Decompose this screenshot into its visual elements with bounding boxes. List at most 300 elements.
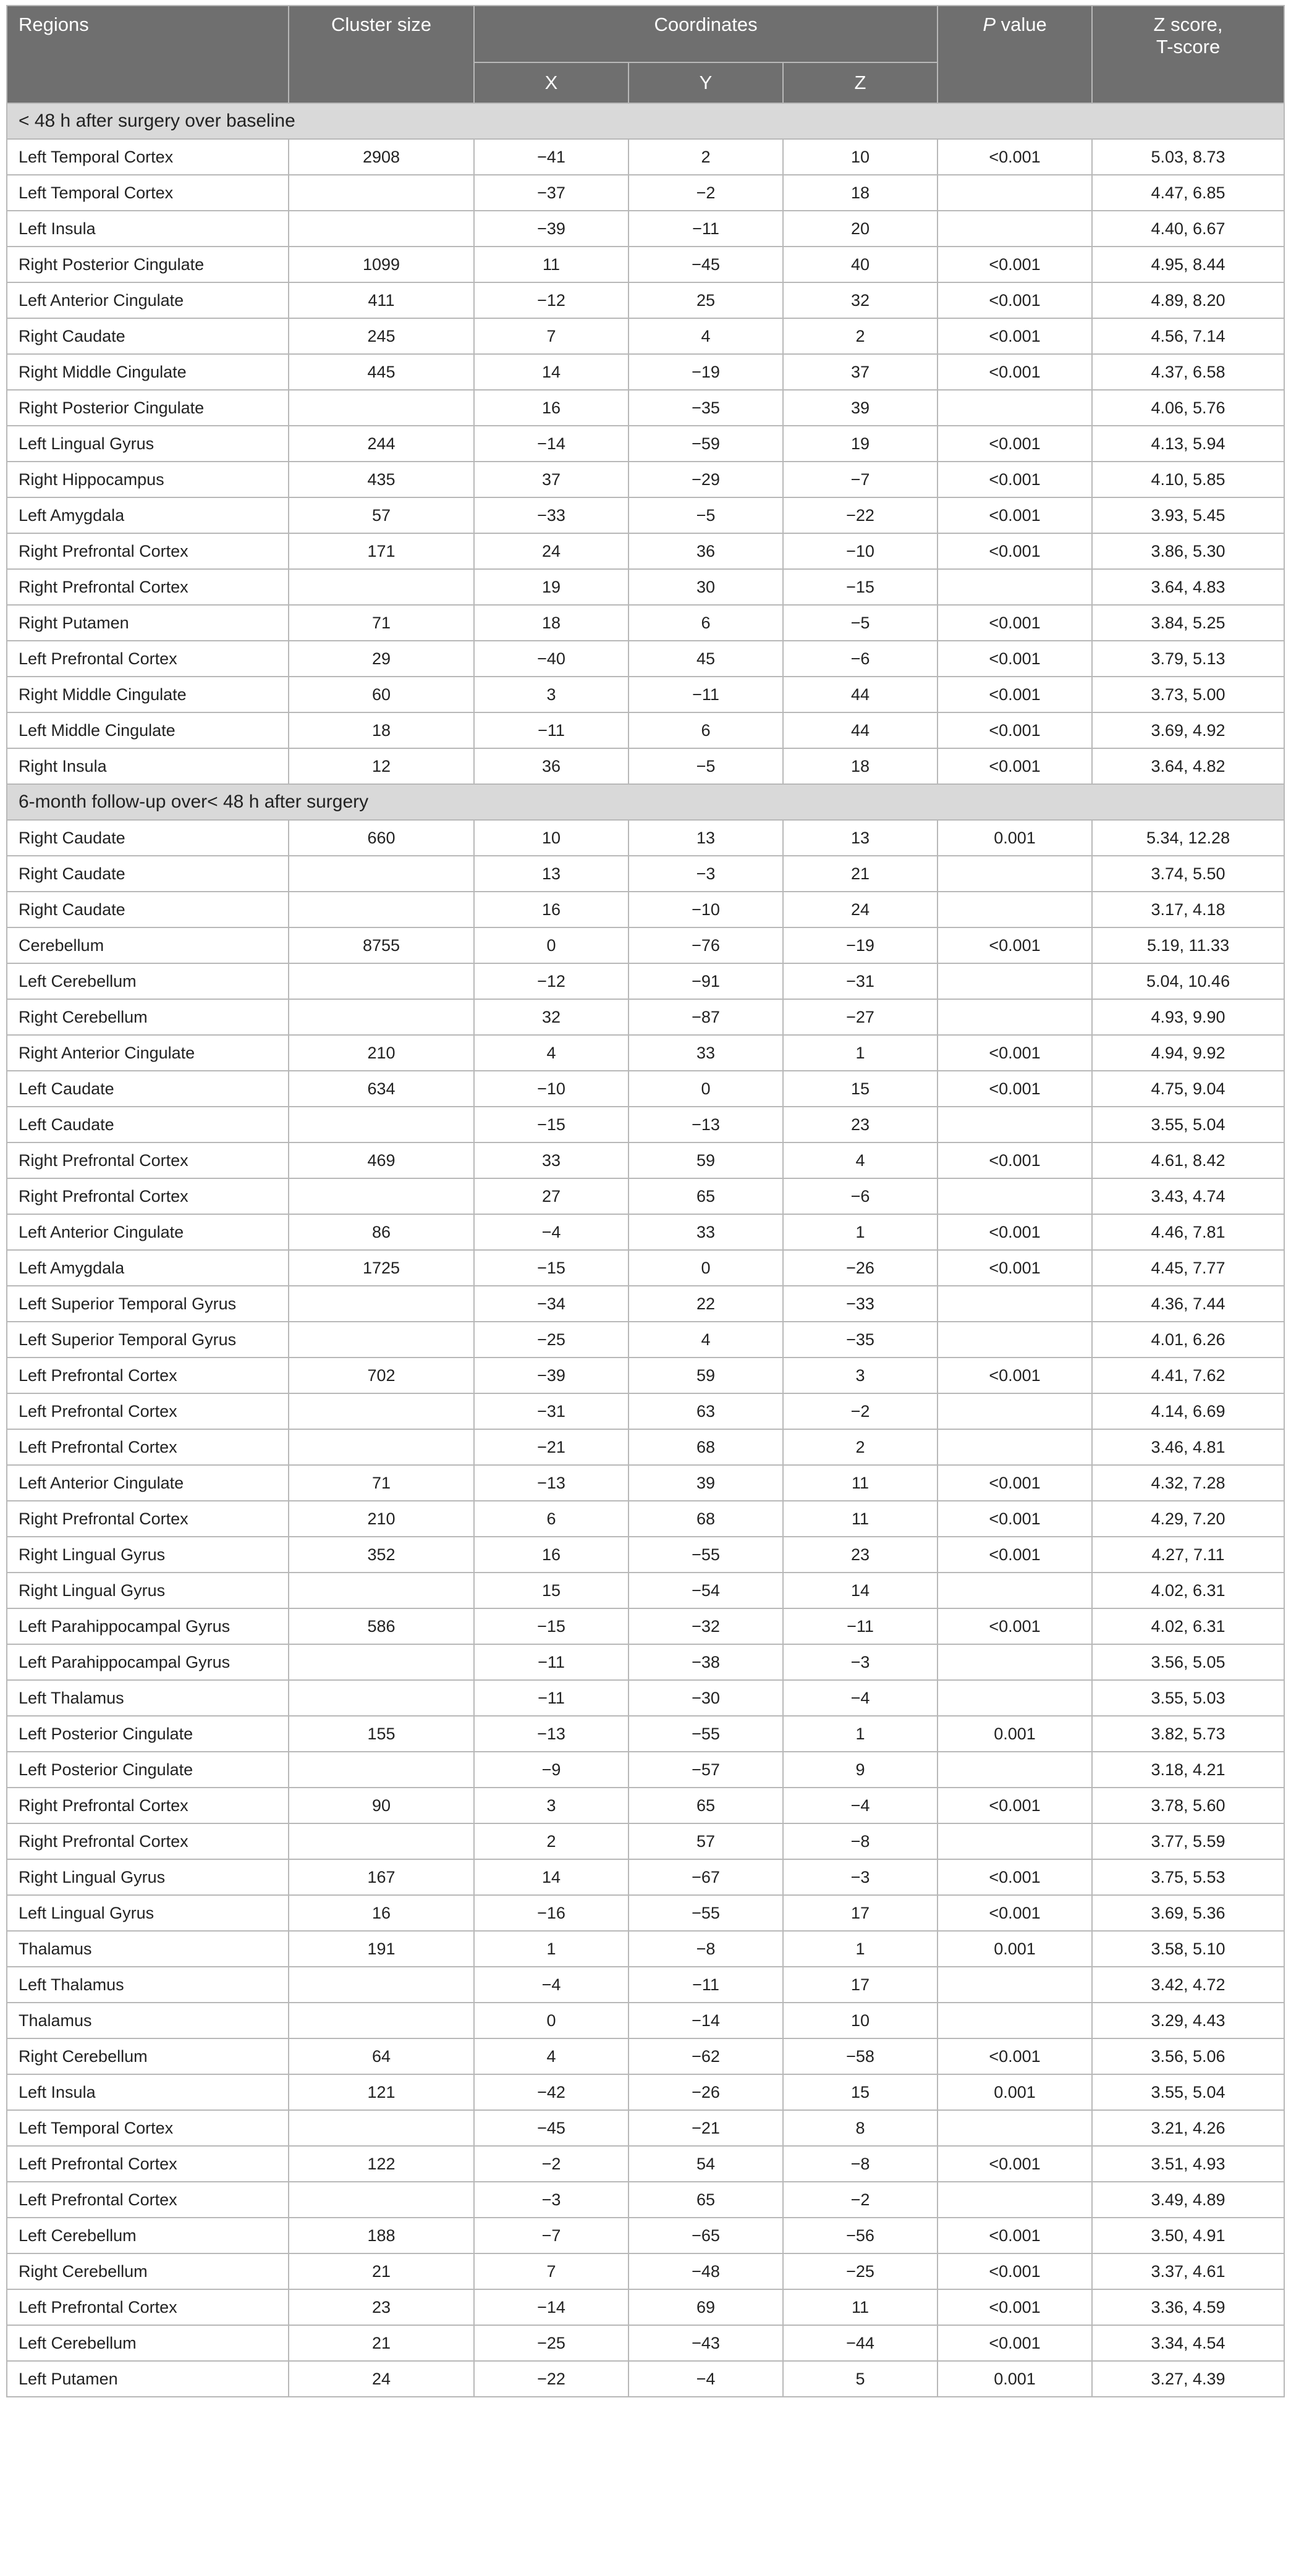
cell-z-score: 3.50, 4.91 (1092, 2218, 1284, 2253)
cell-cluster-size: 188 (289, 2218, 474, 2253)
cell-region: Right Prefrontal Cortex (7, 1823, 289, 1859)
cell-region: Left Putamen (7, 2361, 289, 2397)
cell-region: Right Middle Cingulate (7, 677, 289, 712)
cell-z-score: 4.45, 7.77 (1092, 1250, 1284, 1286)
cell-x: −25 (474, 2325, 629, 2361)
cell-y: −10 (629, 892, 783, 927)
cell-p-value: <0.001 (938, 282, 1092, 318)
cell-p-value (938, 2003, 1092, 2038)
cell-x: 19 (474, 569, 629, 605)
table-row (7, 1429, 1284, 1465)
cell-z-score: 3.18, 4.21 (1092, 1752, 1284, 1788)
cell-cluster-size: 245 (289, 318, 474, 354)
cell-region: Right Caudate (7, 318, 289, 354)
cell-y: 65 (629, 2182, 783, 2218)
cell-z: 10 (783, 139, 938, 175)
cell-p-value (938, 1429, 1092, 1465)
table-row (7, 211, 1284, 247)
table-row (7, 641, 1284, 677)
table-row (7, 426, 1284, 462)
cell-y: −91 (629, 963, 783, 999)
cell-z: 18 (783, 175, 938, 211)
cell-z-score: 5.34, 12.28 (1092, 820, 1284, 856)
cell-z-score: 3.56, 5.06 (1092, 2038, 1284, 2074)
cell-cluster-size (289, 569, 474, 605)
cell-y: 22 (629, 1286, 783, 1322)
cell-cluster-size (289, 999, 474, 1035)
table-row (7, 2218, 1284, 2253)
table-row (7, 820, 1284, 856)
cell-p-value: <0.001 (938, 1214, 1092, 1250)
cell-cluster-size: 411 (289, 282, 474, 318)
cell-z: −58 (783, 2038, 938, 2074)
cell-x: 7 (474, 2253, 629, 2289)
cell-cluster-size (289, 2110, 474, 2146)
cell-p-value: <0.001 (938, 426, 1092, 462)
cell-z-score: 4.95, 8.44 (1092, 247, 1284, 282)
cell-x: −11 (474, 1644, 629, 1680)
cell-y: −67 (629, 1859, 783, 1895)
cell-z: 9 (783, 1752, 938, 1788)
cell-region: Left Anterior Cingulate (7, 1214, 289, 1250)
cell-x: −11 (474, 712, 629, 748)
cell-z-score: 4.27, 7.11 (1092, 1537, 1284, 1573)
cell-p-value: <0.001 (938, 712, 1092, 748)
cell-y: −59 (629, 426, 783, 462)
table-row (7, 1573, 1284, 1608)
table-row (7, 390, 1284, 426)
cell-cluster-size: 122 (289, 2146, 474, 2182)
cell-z: −11 (783, 1608, 938, 1644)
cell-x: −16 (474, 1895, 629, 1931)
cell-x: −37 (474, 175, 629, 211)
cell-z: 18 (783, 748, 938, 784)
cell-cluster-size (289, 175, 474, 211)
cell-p-value (938, 390, 1092, 426)
cell-region: Left Parahippocampal Gyrus (7, 1608, 289, 1644)
cell-z: 8 (783, 2110, 938, 2146)
cell-y: −8 (629, 1931, 783, 1967)
cell-region: Left Insula (7, 211, 289, 247)
cell-y: 30 (629, 569, 783, 605)
cell-z: 11 (783, 2289, 938, 2325)
table-row (7, 1716, 1284, 1752)
cell-cluster-size: 16 (289, 1895, 474, 1931)
cell-p-value: <0.001 (938, 139, 1092, 175)
cell-z: 3 (783, 1358, 938, 1393)
cell-p-value (938, 1322, 1092, 1358)
cell-cluster-size (289, 1178, 474, 1214)
cell-p-value: <0.001 (938, 354, 1092, 390)
cell-z-score: 4.14, 6.69 (1092, 1393, 1284, 1429)
cell-y: −76 (629, 927, 783, 963)
header-p-value-rest: value (996, 14, 1047, 35)
cell-y: −14 (629, 2003, 783, 2038)
section-title: 6-month follow-up over< 48 h after surgery (7, 784, 1284, 820)
cell-cluster-size: 57 (289, 497, 474, 533)
section-header-row (7, 784, 1284, 820)
cell-z-score: 3.27, 4.39 (1092, 2361, 1284, 2397)
cell-y: 65 (629, 1788, 783, 1823)
cell-z-score: 3.73, 5.00 (1092, 677, 1284, 712)
cell-p-value (938, 1178, 1092, 1214)
cell-cluster-size: 634 (289, 1071, 474, 1107)
cell-p-value: 0.001 (938, 2361, 1092, 2397)
cell-region: Right Prefrontal Cortex (7, 1178, 289, 1214)
cell-x: −42 (474, 2074, 629, 2110)
cell-x: −15 (474, 1250, 629, 1286)
cell-z-score: 3.64, 4.82 (1092, 748, 1284, 784)
cell-cluster-size: 435 (289, 462, 474, 497)
cell-p-value: 0.001 (938, 820, 1092, 856)
cell-z: −6 (783, 641, 938, 677)
cell-p-value: <0.001 (938, 2289, 1092, 2325)
cell-z: 1 (783, 1716, 938, 1752)
cell-p-value: <0.001 (938, 318, 1092, 354)
cell-region: Right Lingual Gyrus (7, 1859, 289, 1895)
cell-x: −9 (474, 1752, 629, 1788)
cell-cluster-size: 121 (289, 2074, 474, 2110)
table-row (7, 999, 1284, 1035)
cell-cluster-size: 64 (289, 2038, 474, 2074)
cell-z-score: 4.61, 8.42 (1092, 1142, 1284, 1178)
header-x: X (474, 62, 629, 103)
cell-p-value: <0.001 (938, 2038, 1092, 2074)
header-z-score-line2: T-score (1156, 36, 1221, 57)
table-row (7, 462, 1284, 497)
table-row (7, 1501, 1284, 1537)
header-p-value-italic: P (983, 14, 996, 35)
cell-z: 2 (783, 318, 938, 354)
cell-cluster-size (289, 1107, 474, 1142)
cell-region: Right Cerebellum (7, 999, 289, 1035)
cell-z: 5 (783, 2361, 938, 2397)
cell-z-score: 3.55, 5.04 (1092, 1107, 1284, 1142)
cell-region: Left Lingual Gyrus (7, 426, 289, 462)
cell-p-value: <0.001 (938, 1608, 1092, 1644)
cell-p-value: <0.001 (938, 533, 1092, 569)
cell-x: −13 (474, 1716, 629, 1752)
cell-x: −2 (474, 2146, 629, 2182)
cell-x: 4 (474, 1035, 629, 1071)
table-header (7, 6, 1284, 103)
cell-cluster-size: 1725 (289, 1250, 474, 1286)
cell-x: −4 (474, 1214, 629, 1250)
cell-y: −45 (629, 247, 783, 282)
cell-x: 14 (474, 1859, 629, 1895)
table-row (7, 2253, 1284, 2289)
table-row (7, 1823, 1284, 1859)
header-z: Z (783, 62, 938, 103)
cell-region: Left Caudate (7, 1071, 289, 1107)
cell-z-score: 4.93, 9.90 (1092, 999, 1284, 1035)
table-row (7, 2003, 1284, 2038)
table-row (7, 533, 1284, 569)
cell-z: −3 (783, 1644, 938, 1680)
cell-z: 24 (783, 892, 938, 927)
cell-x: 14 (474, 354, 629, 390)
cell-cluster-size: 167 (289, 1859, 474, 1895)
cell-z-score: 3.93, 5.45 (1092, 497, 1284, 533)
cell-p-value: <0.001 (938, 462, 1092, 497)
cell-p-value (938, 1752, 1092, 1788)
cell-z-score: 3.64, 4.83 (1092, 569, 1284, 605)
cell-cluster-size (289, 211, 474, 247)
cell-y: −87 (629, 999, 783, 1035)
cell-cluster-size: 18 (289, 712, 474, 748)
cell-y: −55 (629, 1895, 783, 1931)
cell-region: Left Anterior Cingulate (7, 282, 289, 318)
cell-p-value: <0.001 (938, 641, 1092, 677)
cell-region: Right Insula (7, 748, 289, 784)
cell-p-value: <0.001 (938, 497, 1092, 533)
cell-region: Thalamus (7, 1931, 289, 1967)
table-row (7, 569, 1284, 605)
cell-z-score: 3.56, 5.05 (1092, 1644, 1284, 1680)
cell-z: −33 (783, 1286, 938, 1322)
cell-x: −4 (474, 1967, 629, 2003)
cell-cluster-size (289, 1644, 474, 1680)
cell-x: −39 (474, 211, 629, 247)
table-row (7, 1178, 1284, 1214)
cell-y: 33 (629, 1035, 783, 1071)
table-row (7, 2182, 1284, 2218)
cell-p-value: <0.001 (938, 1859, 1092, 1895)
cell-z: 14 (783, 1573, 938, 1608)
cell-region: Left Temporal Cortex (7, 175, 289, 211)
cell-z: 23 (783, 1537, 938, 1573)
cell-z: −27 (783, 999, 938, 1035)
cell-region: Right Prefrontal Cortex (7, 1142, 289, 1178)
table-row (7, 1895, 1284, 1931)
cell-region: Right Posterior Cingulate (7, 390, 289, 426)
cell-x: −12 (474, 963, 629, 999)
cell-p-value (938, 1286, 1092, 1322)
cell-y: −4 (629, 2361, 783, 2397)
header-coordinates: Coordinates (474, 6, 938, 62)
cell-z: −6 (783, 1178, 938, 1214)
cell-cluster-size (289, 856, 474, 892)
cell-z: 11 (783, 1465, 938, 1501)
table-row (7, 748, 1284, 784)
cell-cluster-size: 71 (289, 1465, 474, 1501)
cell-x: −3 (474, 2182, 629, 2218)
cell-p-value (938, 963, 1092, 999)
cell-cluster-size (289, 1752, 474, 1788)
cell-cluster-size: 8755 (289, 927, 474, 963)
cell-z-score: 4.37, 6.58 (1092, 354, 1284, 390)
cell-cluster-size: 244 (289, 426, 474, 462)
cell-x: 18 (474, 605, 629, 641)
cell-y: 65 (629, 1178, 783, 1214)
cell-z-score: 3.75, 5.53 (1092, 1859, 1284, 1895)
cell-p-value (938, 569, 1092, 605)
cell-y: 68 (629, 1429, 783, 1465)
cell-x: −33 (474, 497, 629, 533)
cell-z: 20 (783, 211, 938, 247)
cell-x: 11 (474, 247, 629, 282)
cell-z: 40 (783, 247, 938, 282)
cell-x: −40 (474, 641, 629, 677)
cell-p-value: 0.001 (938, 1931, 1092, 1967)
cell-x: −14 (474, 426, 629, 462)
cell-x: 1 (474, 1931, 629, 1967)
cell-z-score: 3.78, 5.60 (1092, 1788, 1284, 1823)
cell-p-value (938, 2110, 1092, 2146)
cell-y: −54 (629, 1573, 783, 1608)
cell-region: Left Superior Temporal Gyrus (7, 1286, 289, 1322)
table-row (7, 2074, 1284, 2110)
cell-x: 33 (474, 1142, 629, 1178)
cell-p-value: <0.001 (938, 1537, 1092, 1573)
cell-p-value: <0.001 (938, 1071, 1092, 1107)
cell-region: Left Amygdala (7, 497, 289, 533)
cell-z-score: 3.43, 4.74 (1092, 1178, 1284, 1214)
cell-x: −25 (474, 1322, 629, 1358)
cell-z: −8 (783, 2146, 938, 2182)
cell-z: −19 (783, 927, 938, 963)
cell-z-score: 3.49, 4.89 (1092, 2182, 1284, 2218)
cell-x: −31 (474, 1393, 629, 1429)
cell-region: Left Prefrontal Cortex (7, 641, 289, 677)
cell-z-score: 3.34, 4.54 (1092, 2325, 1284, 2361)
cell-z: −10 (783, 533, 938, 569)
cell-p-value: <0.001 (938, 1035, 1092, 1071)
cell-z-score: 3.69, 5.36 (1092, 1895, 1284, 1931)
cell-cluster-size: 71 (289, 605, 474, 641)
cell-z: 13 (783, 820, 938, 856)
cell-y: −5 (629, 748, 783, 784)
cell-z-score: 4.02, 6.31 (1092, 1608, 1284, 1644)
cell-region: Left Temporal Cortex (7, 139, 289, 175)
cell-cluster-size: 86 (289, 1214, 474, 1250)
cell-region: Right Prefrontal Cortex (7, 1501, 289, 1537)
cell-z: 4 (783, 1142, 938, 1178)
cell-y: 6 (629, 605, 783, 641)
cell-x: 4 (474, 2038, 629, 2074)
cell-z-score: 4.13, 5.94 (1092, 426, 1284, 462)
cell-region: Right Lingual Gyrus (7, 1537, 289, 1573)
header-z-score (1092, 6, 1284, 103)
table-row (7, 2038, 1284, 2074)
cell-y: 69 (629, 2289, 783, 2325)
cell-z-score: 4.89, 8.20 (1092, 282, 1284, 318)
cell-z: 39 (783, 390, 938, 426)
cell-y: −11 (629, 1967, 783, 2003)
cell-x: −14 (474, 2289, 629, 2325)
cell-y: −55 (629, 1716, 783, 1752)
cell-region: Thalamus (7, 2003, 289, 2038)
cell-y: 25 (629, 282, 783, 318)
cell-z-score: 4.47, 6.85 (1092, 175, 1284, 211)
table-row (7, 1680, 1284, 1716)
cell-z: 44 (783, 712, 938, 748)
cell-region: Left Amygdala (7, 1250, 289, 1286)
table-row (7, 247, 1284, 282)
cell-p-value: <0.001 (938, 2146, 1092, 2182)
cell-cluster-size: 445 (289, 354, 474, 390)
cell-p-value: <0.001 (938, 1895, 1092, 1931)
cell-y: 36 (629, 533, 783, 569)
cell-z-score: 4.94, 9.92 (1092, 1035, 1284, 1071)
cell-cluster-size (289, 1286, 474, 1322)
cell-x: −39 (474, 1358, 629, 1393)
cell-z-score: 3.86, 5.30 (1092, 533, 1284, 569)
cell-p-value (938, 1107, 1092, 1142)
table-row (7, 175, 1284, 211)
cell-z-score: 5.04, 10.46 (1092, 963, 1284, 999)
cell-z-score: 4.32, 7.28 (1092, 1465, 1284, 1501)
cell-z: 1 (783, 1931, 938, 1967)
cell-x: −7 (474, 2218, 629, 2253)
cell-cluster-size: 702 (289, 1358, 474, 1393)
cell-y: −19 (629, 354, 783, 390)
cell-p-value: <0.001 (938, 2253, 1092, 2289)
cell-y: −57 (629, 1752, 783, 1788)
cell-region: Left Anterior Cingulate (7, 1465, 289, 1501)
cell-z-score: 3.36, 4.59 (1092, 2289, 1284, 2325)
table-row (7, 892, 1284, 927)
cell-y: −2 (629, 175, 783, 211)
cell-cluster-size (289, 2182, 474, 2218)
cell-z: −4 (783, 1680, 938, 1716)
cell-z: −8 (783, 1823, 938, 1859)
cell-y: −43 (629, 2325, 783, 2361)
cell-p-value: <0.001 (938, 247, 1092, 282)
table-row (7, 1035, 1284, 1071)
cell-x: 3 (474, 1788, 629, 1823)
cell-z: 15 (783, 2074, 938, 2110)
cell-cluster-size: 210 (289, 1035, 474, 1071)
cell-x: −45 (474, 2110, 629, 2146)
table-row (7, 2361, 1284, 2397)
cell-z-score: 4.75, 9.04 (1092, 1071, 1284, 1107)
cell-cluster-size: 210 (289, 1501, 474, 1537)
table-row (7, 497, 1284, 533)
cell-region: Right Cerebellum (7, 2038, 289, 2074)
cell-z-score: 4.36, 7.44 (1092, 1286, 1284, 1322)
header-p-value (938, 6, 1092, 103)
cell-z-score: 5.19, 11.33 (1092, 927, 1284, 963)
cell-y: −21 (629, 2110, 783, 2146)
cell-x: −12 (474, 282, 629, 318)
cell-region: Left Cerebellum (7, 2218, 289, 2253)
cell-p-value: <0.001 (938, 1250, 1092, 1286)
cell-z: 17 (783, 1895, 938, 1931)
cell-cluster-size: 90 (289, 1788, 474, 1823)
cell-p-value: <0.001 (938, 748, 1092, 784)
cell-cluster-size: 660 (289, 820, 474, 856)
cell-region: Right Cerebellum (7, 2253, 289, 2289)
cell-z: −22 (783, 497, 938, 533)
table-row (7, 139, 1284, 175)
cell-cluster-size: 21 (289, 2325, 474, 2361)
cell-z-score: 3.37, 4.61 (1092, 2253, 1284, 2289)
cell-x: −15 (474, 1608, 629, 1644)
cell-z: −31 (783, 963, 938, 999)
cell-cluster-size (289, 1393, 474, 1429)
cell-y: 33 (629, 1214, 783, 1250)
cell-y: −30 (629, 1680, 783, 1716)
section-header-row (7, 103, 1284, 139)
table-row (7, 712, 1284, 748)
table-row (7, 1788, 1284, 1823)
table-row (7, 1107, 1284, 1142)
cell-x: −22 (474, 2361, 629, 2397)
cell-region: Left Thalamus (7, 1967, 289, 2003)
cell-region: Left Insula (7, 2074, 289, 2110)
cell-y: −3 (629, 856, 783, 892)
